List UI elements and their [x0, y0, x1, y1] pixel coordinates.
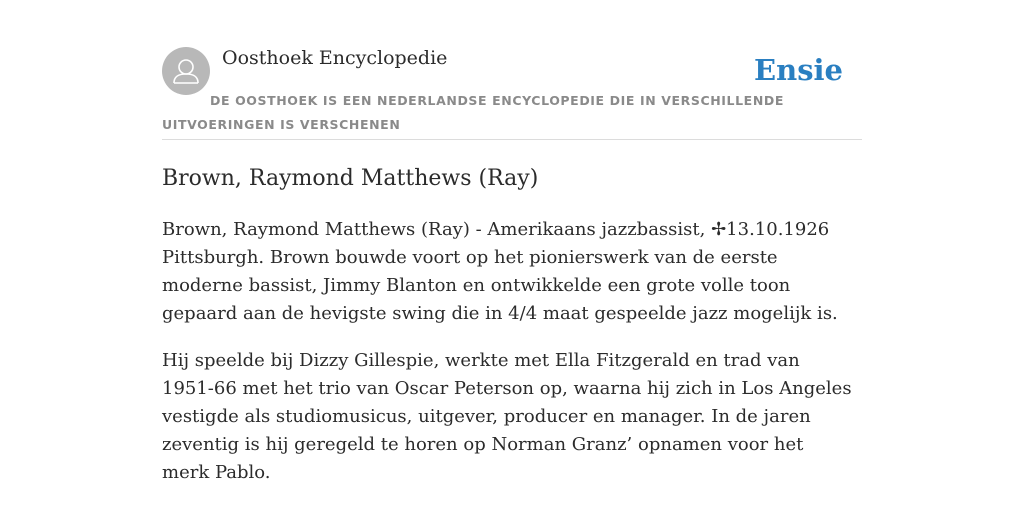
user-silhouette-icon — [162, 47, 210, 95]
site-header — [162, 0, 862, 140]
article-title: Brown, Raymond Matthews (Ray) — [162, 166, 539, 191]
site-name[interactable]: Oosthoek Encyclopedie — [222, 47, 448, 69]
article-paragraph: Brown, Raymond Matthews (Ray) - Amerikaans jazzbassist, ✢13.10.1926 Pittsburgh. Brown bouwde voort op het pionierswerk van de eerste moderne bassist, Jimmy Blanton en ontwikkelde een grote volle toon gepaard aan de hevigste swing die in 4/4 maat gespeelde jazz mogelijk is. — [162, 219, 838, 324]
avatar[interactable] — [162, 47, 210, 95]
article-body — [162, 216, 852, 506]
site-tagline: DE OOSTHOEK IS EEN NEDERLANDSE ENCYCLOPEDIE DIE IN VERSCHILLENDE UITVOERINGEN IS VERSCHENEN — [162, 93, 784, 132]
article-paragraph: Hij speelde bij Dizzy Gillespie, werkte met Ella Fitzgerald en trad van 1951-66 met het trio van Oscar Peterson op, waarna hij zich in Los Angeles vestigde als studiomusicus, uitgever, producer en manager. In de jaren zeventig is hij geregeld te horen op Norman Granz’ opnamen voor het merk Pablo. — [162, 350, 852, 483]
page — [162, 0, 862, 512]
brand-logo[interactable]: Ensie — [754, 53, 843, 87]
